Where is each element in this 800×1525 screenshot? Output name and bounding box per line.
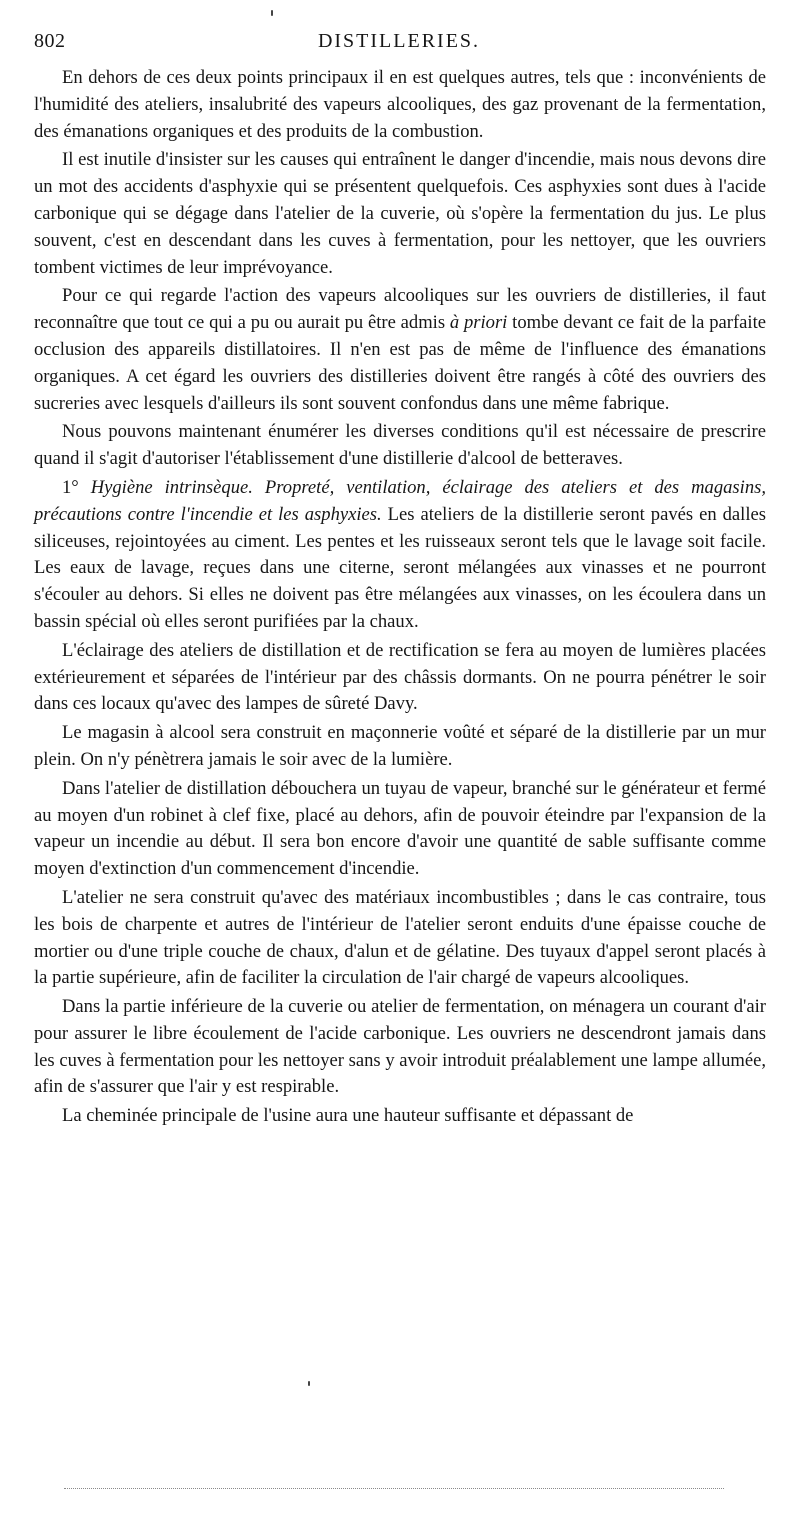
paragraph: En dehors de ces deux points principaux il en est quelques autres, tels que : inconvénients de l'humidité des ateliers, insalubrité des vapeurs alcooliques, des gaz provenant de la fermentation, des émanations organiques et des produits de la combustion. [34, 67, 766, 142]
section-number: 1° [62, 476, 91, 498]
print-speck [271, 10, 273, 16]
paragraph: Dans l'atelier de distillation débouchera un tuyau de vapeur, branché sur le générateur et fermé au moyen d'un robinet à clef fixe, placé au dehors, afin de pouvoir éteindre par l'expansion de la vapeur un incendie au début. Il sera bon encore d'avoir une quantité de sable suffisante comme moyen d'extinction d'un commencement d'incendie. [34, 777, 766, 880]
paragraph: Nous pouvons maintenant énumérer les diverses conditions qu'il est nécessaire de prescrire quand il s'agit d'autoriser l'établissement d'une distillerie d'alcool de betteraves. [34, 421, 766, 470]
running-head: DISTILLERIES. [317, 30, 481, 52]
paragraph [34, 283, 766, 417]
paragraph: L'éclairage des ateliers de distillation et de rectification se fera au moyen de lumières placées extérieurement et séparées de l'intérieur par des châssis dormants. On ne pourra pénétrer le soir dans ces locaux qu'avec des lampes de sûreté Davy. [34, 639, 766, 715]
paragraph-text: tombe devant ce fait de la parfaite occlusion des appareils distillatoires. Il n'en est pas de même de l'influence des émanations organiques. A cet égard les ouvriers des distilleries doivent être rangés à côté des ouvriers des sucreries avec lesquels d'ailleurs ils sont souvent confondus dans une même fabrique. [34, 312, 766, 414]
section-heading: Hygiène intrinsèque. Propreté, ventilation, éclairage des ateliers et des magasins, précautions contre l'incendie et les asphyxies. [34, 476, 766, 525]
paragraph: Dans la partie inférieure de la cuverie ou atelier de fermentation, on ménagera un courant d'air pour assurer le libre écoulement de l'acide carbonique. Les ouvriers ne descendront jamais dans les cuves à fermentation pour les nettoyer sans y avoir introduit préalablement une lampe allumée, afin de s'assurer que l'air y est respirable. [34, 996, 766, 1098]
paragraph: La cheminée principale de l'usine aura une hauteur suffisante et dépassant de [62, 1105, 634, 1127]
page-number: 802 [34, 30, 66, 52]
page-header [34, 30, 764, 58]
paragraph: Le magasin à alcool sera construit en maçonnerie voûté et séparé de la distillerie par un mur plein. On n'y pénètrera jamais le soir avec de la lumière. [34, 722, 766, 770]
italic-phrase: à priori [449, 312, 508, 334]
section-paragraph [34, 475, 766, 636]
paragraph-text: Pour ce qui regarde l'action des vapeurs alcooliques sur les ouvriers de distilleries, il faut reconnaître que tout ce qui a pu ou aurait pu être admis [34, 285, 766, 334]
print-speck [308, 1381, 310, 1386]
paragraph: L'atelier ne sera construit qu'avec des matériaux incombustibles ; dans le cas contraire, tous les bois de charpente et autres de l'intérieur de l'atelier seront enduits d'une épaisse couche de mortier ou d'une triple couche de chaux, d'alun et de gélatine. Des tuyaux d'appel seront placés à la partie supérieure, afin de faciliter la circulation de l'air chargé de vapeurs alcooliques. [34, 886, 766, 989]
body-text [34, 65, 766, 1130]
paragraph-text: Les ateliers de la distillerie seront pavés en dalles siliceuses, rejointoyées au ciment. Les pentes et les ruisseaux seront tels que le lavage soit facile. Les eaux de lavage, reçues dans une citerne, seront mélangées aux vinasses et ne pourront s'écouler au dehors. Si elles ne doivent pas être mélangées aux vinasses, on les écoulera dans un bassin spécial où elles seront purifiées par la chaux. [34, 503, 766, 632]
footer-rule [64, 1488, 724, 1489]
paragraph: Il est inutile d'insister sur les causes qui entraînent le danger d'incendie, mais nous devons dire un mot des accidents d'asphyxie qui se présentent quelquefois. Ces asphyxies sont dues à l'acide carbonique qui se dégage dans l'atelier de la cuverie, où s'opère la fermentation du jus. Le plus souvent, c'est en descendant dans les cuves à fermentation, pour les nettoyer, que les ouvriers tombent victimes de leur imprévoyance. [34, 149, 766, 278]
